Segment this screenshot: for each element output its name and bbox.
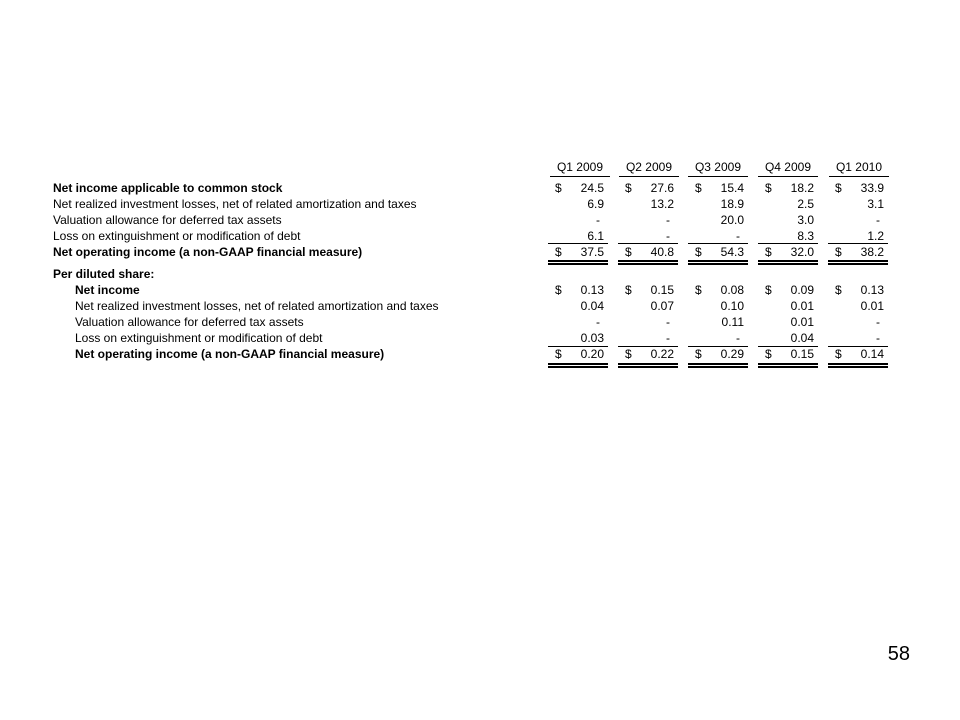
row-label: Valuation allowance for deferred tax assets [53, 213, 282, 227]
total-double-line [828, 363, 888, 368]
table-row [0, 330, 960, 346]
cell-value: 3.0 [797, 213, 814, 227]
cell-value: - [876, 315, 880, 329]
currency-symbol: $ [835, 283, 842, 297]
subtotal-line [618, 243, 678, 244]
cell-value: - [596, 315, 600, 329]
cell-value: - [736, 229, 740, 243]
total-double-line [758, 363, 818, 368]
column-header: Q3 2009 [688, 160, 748, 177]
cell-value: - [666, 331, 670, 345]
cell-value: 37.5 [580, 245, 604, 259]
currency-symbol: $ [555, 347, 562, 361]
currency-symbol: $ [765, 245, 772, 259]
table-row [0, 298, 960, 314]
cell-value: - [596, 213, 600, 227]
total-double-line [828, 260, 888, 265]
currency-symbol: $ [695, 347, 702, 361]
cell-value: 0.20 [580, 347, 604, 361]
cell-value: 0.03 [580, 331, 604, 345]
column-header: Q1 2009 [550, 160, 610, 177]
subtotal-line [828, 243, 888, 244]
total-double-line [548, 363, 608, 368]
subtotal-line [548, 346, 608, 347]
subtotal-line [758, 243, 818, 244]
cell-value: 0.01 [790, 315, 814, 329]
currency-symbol: $ [835, 181, 842, 195]
cell-value: 0.29 [720, 347, 744, 361]
table-row [0, 282, 960, 298]
row-label: Loss on extinguishment or modification of debt [75, 331, 323, 345]
cell-value: 0.11 [721, 315, 744, 329]
cell-value: 0.08 [720, 283, 744, 297]
cell-value: 2.5 [797, 197, 814, 211]
total-double-line [688, 260, 748, 265]
section-title [0, 266, 960, 282]
cell-value: 0.04 [790, 331, 814, 345]
cell-value: 38.2 [860, 245, 884, 259]
table-row [0, 314, 960, 330]
cell-value: 13.2 [650, 197, 674, 211]
subtotal-line [828, 346, 888, 347]
subtotal-line [688, 243, 748, 244]
cell-value: 6.9 [587, 197, 604, 211]
table-row [0, 228, 960, 244]
table-row [0, 346, 960, 362]
subtotal-line [688, 346, 748, 347]
total-double-line [548, 260, 608, 265]
row-label: Loss on extinguishment or modification of debt [53, 229, 301, 243]
currency-symbol: $ [625, 245, 632, 259]
table-row [0, 244, 960, 260]
cell-value: 15.4 [720, 181, 744, 195]
currency-symbol: $ [765, 283, 772, 297]
total-double-line [758, 260, 818, 265]
total-double-line [618, 363, 678, 368]
cell-value: 0.22 [650, 347, 674, 361]
cell-value: - [876, 331, 880, 345]
cell-value: 27.6 [650, 181, 674, 195]
row-label: Net income applicable to common stock [53, 181, 283, 195]
column-header: Q1 2010 [829, 160, 889, 177]
cell-value: - [666, 315, 670, 329]
row-label: Net income [75, 283, 140, 297]
cell-value: - [736, 331, 740, 345]
cell-value: 54.3 [720, 245, 744, 259]
currency-symbol: $ [695, 181, 702, 195]
table-row [0, 196, 960, 212]
cell-value: 0.15 [650, 283, 674, 297]
row-label: Net realized investment losses, net of related amortization and taxes [75, 299, 439, 313]
total-double-line [618, 260, 678, 265]
cell-value: 0.13 [860, 283, 884, 297]
cell-value: 0.04 [580, 299, 604, 313]
currency-symbol: $ [625, 181, 632, 195]
total-double-line [688, 363, 748, 368]
currency-symbol: $ [695, 283, 702, 297]
row-label: Valuation allowance for deferred tax assets [75, 315, 304, 329]
currency-symbol: $ [765, 181, 772, 195]
cell-value: 24.5 [580, 181, 604, 195]
row-label: Net operating income (a non-GAAP financial measure) [75, 347, 385, 361]
cell-value: 0.13 [580, 283, 604, 297]
currency-symbol: $ [835, 347, 842, 361]
cell-value: 18.2 [790, 181, 814, 195]
cell-value: - [876, 213, 880, 227]
cell-value: 1.2 [867, 229, 884, 243]
cell-value: - [666, 229, 670, 243]
cell-value: 40.8 [650, 245, 674, 259]
cell-value: 0.14 [860, 347, 884, 361]
subtotal-line [548, 243, 608, 244]
cell-value: 0.15 [790, 347, 814, 361]
currency-symbol: $ [625, 283, 632, 297]
table-row [0, 180, 960, 196]
cell-value: 20.0 [720, 213, 744, 227]
cell-value: 8.3 [797, 229, 814, 243]
table-row [0, 212, 960, 228]
cell-value: 3.1 [867, 197, 884, 211]
cell-value: 18.9 [720, 197, 744, 211]
row-label: Net operating income (a non-GAAP financial measure) [53, 245, 363, 259]
currency-symbol: $ [555, 245, 562, 259]
column-header: Q4 2009 [758, 160, 818, 177]
cell-value: - [666, 213, 670, 227]
per-share-heading: Per diluted share: [53, 267, 155, 281]
subtotal-line [758, 346, 818, 347]
cell-value: 0.09 [790, 283, 814, 297]
cell-value: 32.0 [790, 245, 814, 259]
currency-symbol: $ [625, 347, 632, 361]
subtotal-line [618, 346, 678, 347]
row-label: Net realized investment losses, net of related amortization and taxes [53, 197, 417, 211]
cell-value: 0.01 [860, 299, 884, 313]
cell-value: 33.9 [860, 181, 884, 195]
cell-value: 0.01 [790, 299, 814, 313]
currency-symbol: $ [835, 245, 842, 259]
column-header: Q2 2009 [619, 160, 679, 177]
cell-value: 6.1 [587, 229, 604, 243]
cell-value: 0.07 [650, 299, 674, 313]
currency-symbol: $ [555, 283, 562, 297]
currency-symbol: $ [765, 347, 772, 361]
currency-symbol: $ [695, 245, 702, 259]
page-number: 58 [887, 643, 910, 665]
currency-symbol: $ [555, 181, 562, 195]
cell-value: 0.10 [720, 299, 744, 313]
